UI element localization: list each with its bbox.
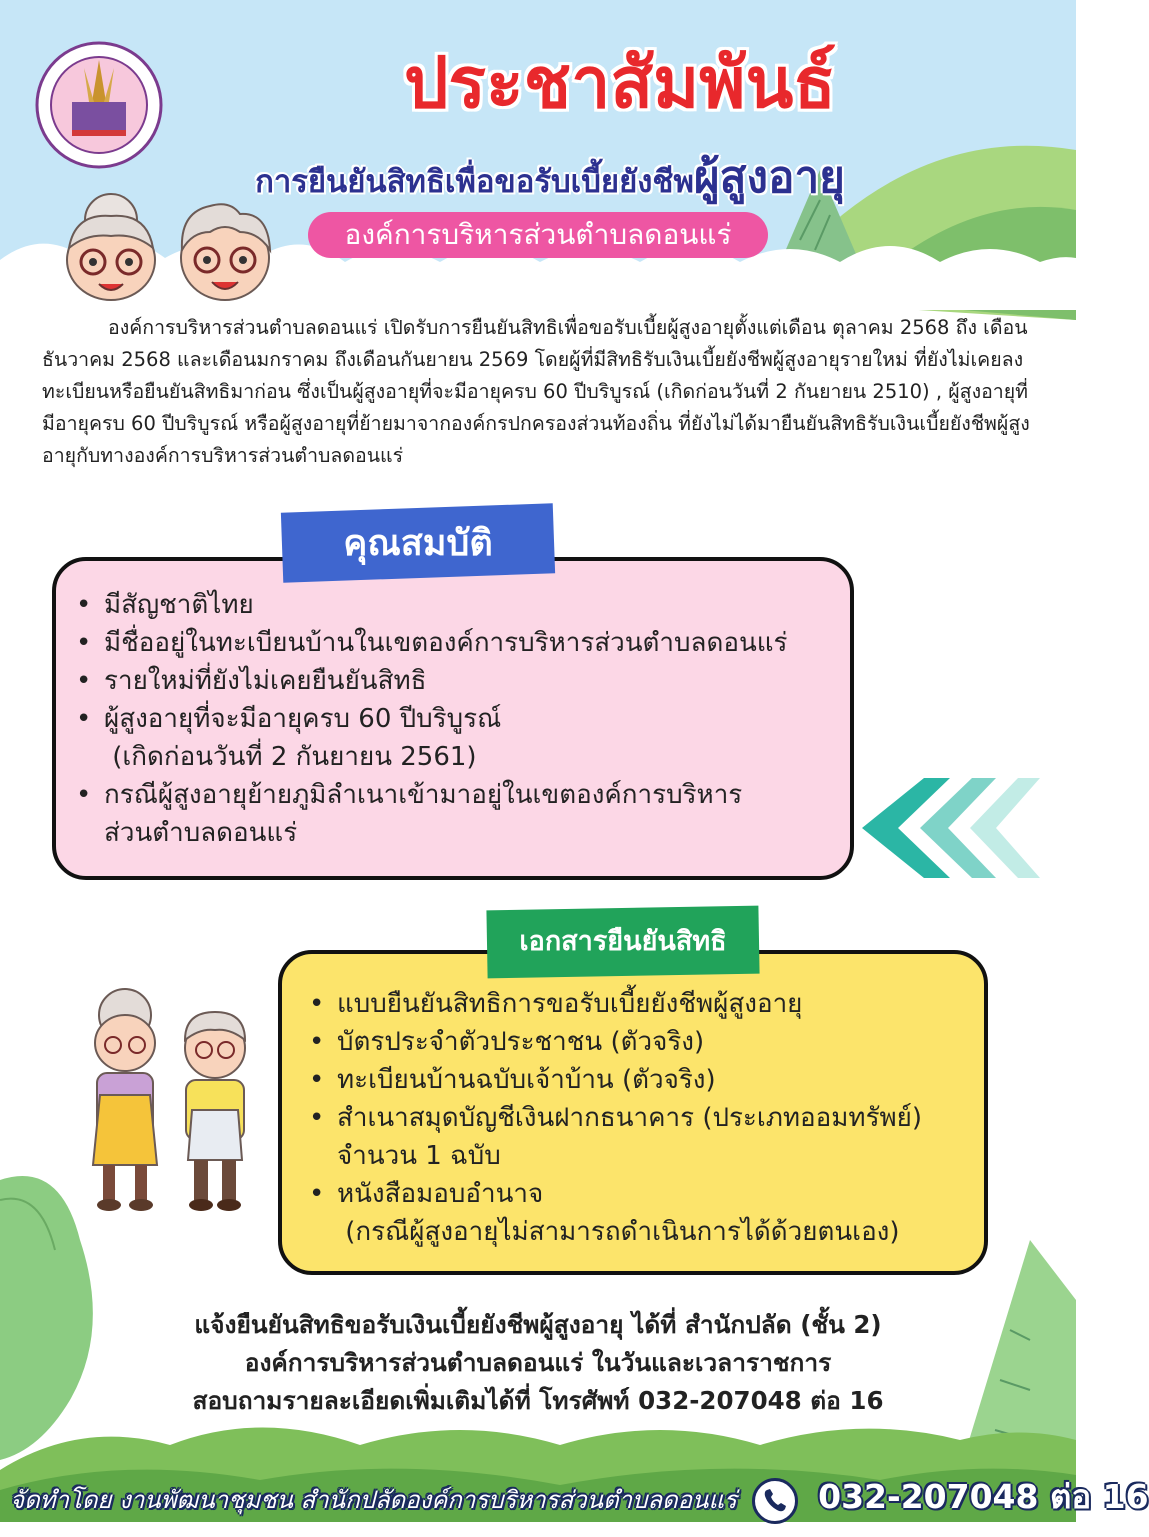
qualifications-list bbox=[72, 586, 862, 852]
list-item: • หนังสือมอบอำนาจ (กรณีผู้สูงอายุไม่สามารถดำเนินการได้ด้วยตนเอง) bbox=[309, 1179, 900, 1247]
intro-paragraph: องค์การบริหารส่วนตำบลดอนแร่ เปิดรับการยืนยันสิทธิเพื่อขอรับเบี้ยผู้สูงอายุตั้งแต่เดือน ตุลาคม 2568 ถึง เดือนธันวาคม 2568 และเดือนมกราคม ถึงเดือนกันยายน 2569 โดยผู้ที่มีสิทธิรับเงินเบี้ยยังชีพผู้สูงอายุรายใหม่ ที่ยังไม่เคยลงทะเบียนหรือยืนยันสิทธิมาก่อน ซึ่งเป็นผู้สูงอายุที่จะมีอายุครบ 60 ปีบริบูรณ์ (เกิดก่อนวันที่ 2 กันยายน 2510) , ผู้สูงอายุที่มีอายุครบ 60 ปีบริบูรณ์ หรือผู้สูงอายุที่ย้ายมาจากองค์กรปกครองส่วนท้องถิ่น ที่ยังไม่ได้มายืนยันสิทธิรับเงินเบี้ยยังชีพผู้สูงอายุกับทางองค์การบริหารส่วนตำบลดอนแร่ bbox=[42, 316, 1030, 467]
page-title: ประชาสัมพันธ์ bbox=[403, 42, 837, 124]
page-subtitle bbox=[135, 142, 965, 212]
organization-badge: องค์การบริหารส่วนตำบลดอนแร่ bbox=[308, 212, 768, 258]
grandpa-icon bbox=[170, 1000, 260, 1215]
list-item: • บัตรประจำตัวประชาชน (ตัวจริง) bbox=[309, 1027, 705, 1057]
contact-info bbox=[60, 1306, 1016, 1420]
chevron-arrows-icon bbox=[862, 778, 1042, 878]
subtitle-highlight: ผู้สูงอายุ bbox=[693, 152, 845, 203]
footer bbox=[10, 1473, 1149, 1521]
footer-phone: 032-207048 ต่อ 16 bbox=[818, 1477, 1149, 1516]
contact-line: สอบถามรายละเอียดเพิ่มเติมได้ที่ โทรศัพท์ 032-207048 ต่อ 16 bbox=[192, 1386, 884, 1415]
documents-title: เอกสารยืนยันสิทธิ bbox=[519, 926, 727, 957]
grandma-icon bbox=[75, 985, 175, 1215]
subtitle-text: การยืนยันสิทธิเพื่อขอรับเบี้ยยังชีพ bbox=[255, 164, 694, 200]
list-item: • มีชื่ออยู่ในทะเบียนบ้านในเขตองค์การบริหารส่วนตำบลดอนแร่ bbox=[76, 628, 788, 658]
list-item: • กรณีผู้สูงอายุย้ายภูมิลำเนาเข้ามาอยู่ในเขตองค์การบริหาร ส่วนตำบลดอนแร่ bbox=[76, 780, 743, 848]
contact-line: แจ้งยืนยันสิทธิขอรับเงินเบี้ยยังชีพผู้สูงอายุ ได้ที่ สำนักปลัด (ชั้น 2) bbox=[194, 1310, 882, 1339]
documents-list bbox=[305, 985, 995, 1251]
list-item: • สำเนาสมุดบัญชีเงินฝากธนาคาร (ประเภทออมทรัพย์) จำนวน 1 ฉบับ bbox=[309, 1103, 923, 1171]
list-item: • รายใหม่ที่ยังไม่เคยยืนยันสิทธิ bbox=[76, 666, 427, 696]
list-item: • แบบยืนยันสิทธิการขอรับเบี้ยยังชีพผู้สูงอายุ bbox=[309, 989, 803, 1019]
list-item: • ผู้สูงอายุที่จะมีอายุครบ 60 ปีบริบูรณ์ (เกิดก่อนวันที่ 2 กันยายน 2561) bbox=[76, 704, 502, 772]
list-item: • มีสัญชาติไทย bbox=[76, 590, 254, 620]
footer-credit: จัดทำโดย งานพัฒนาชุมชน สำนักปลัดองค์การบริหารส่วนตำบลดอนแร่ bbox=[10, 1486, 737, 1514]
phone-icon bbox=[752, 1478, 798, 1524]
list-item: • ทะเบียนบ้านฉบับเจ้าบ้าน (ตัวจริง) bbox=[309, 1065, 716, 1095]
contact-line: องค์การบริหารส่วนตำบลดอนแร่ ในวันและเวลาราชการ bbox=[244, 1348, 832, 1377]
qualifications-title: คุณสมบัติ bbox=[343, 523, 493, 564]
